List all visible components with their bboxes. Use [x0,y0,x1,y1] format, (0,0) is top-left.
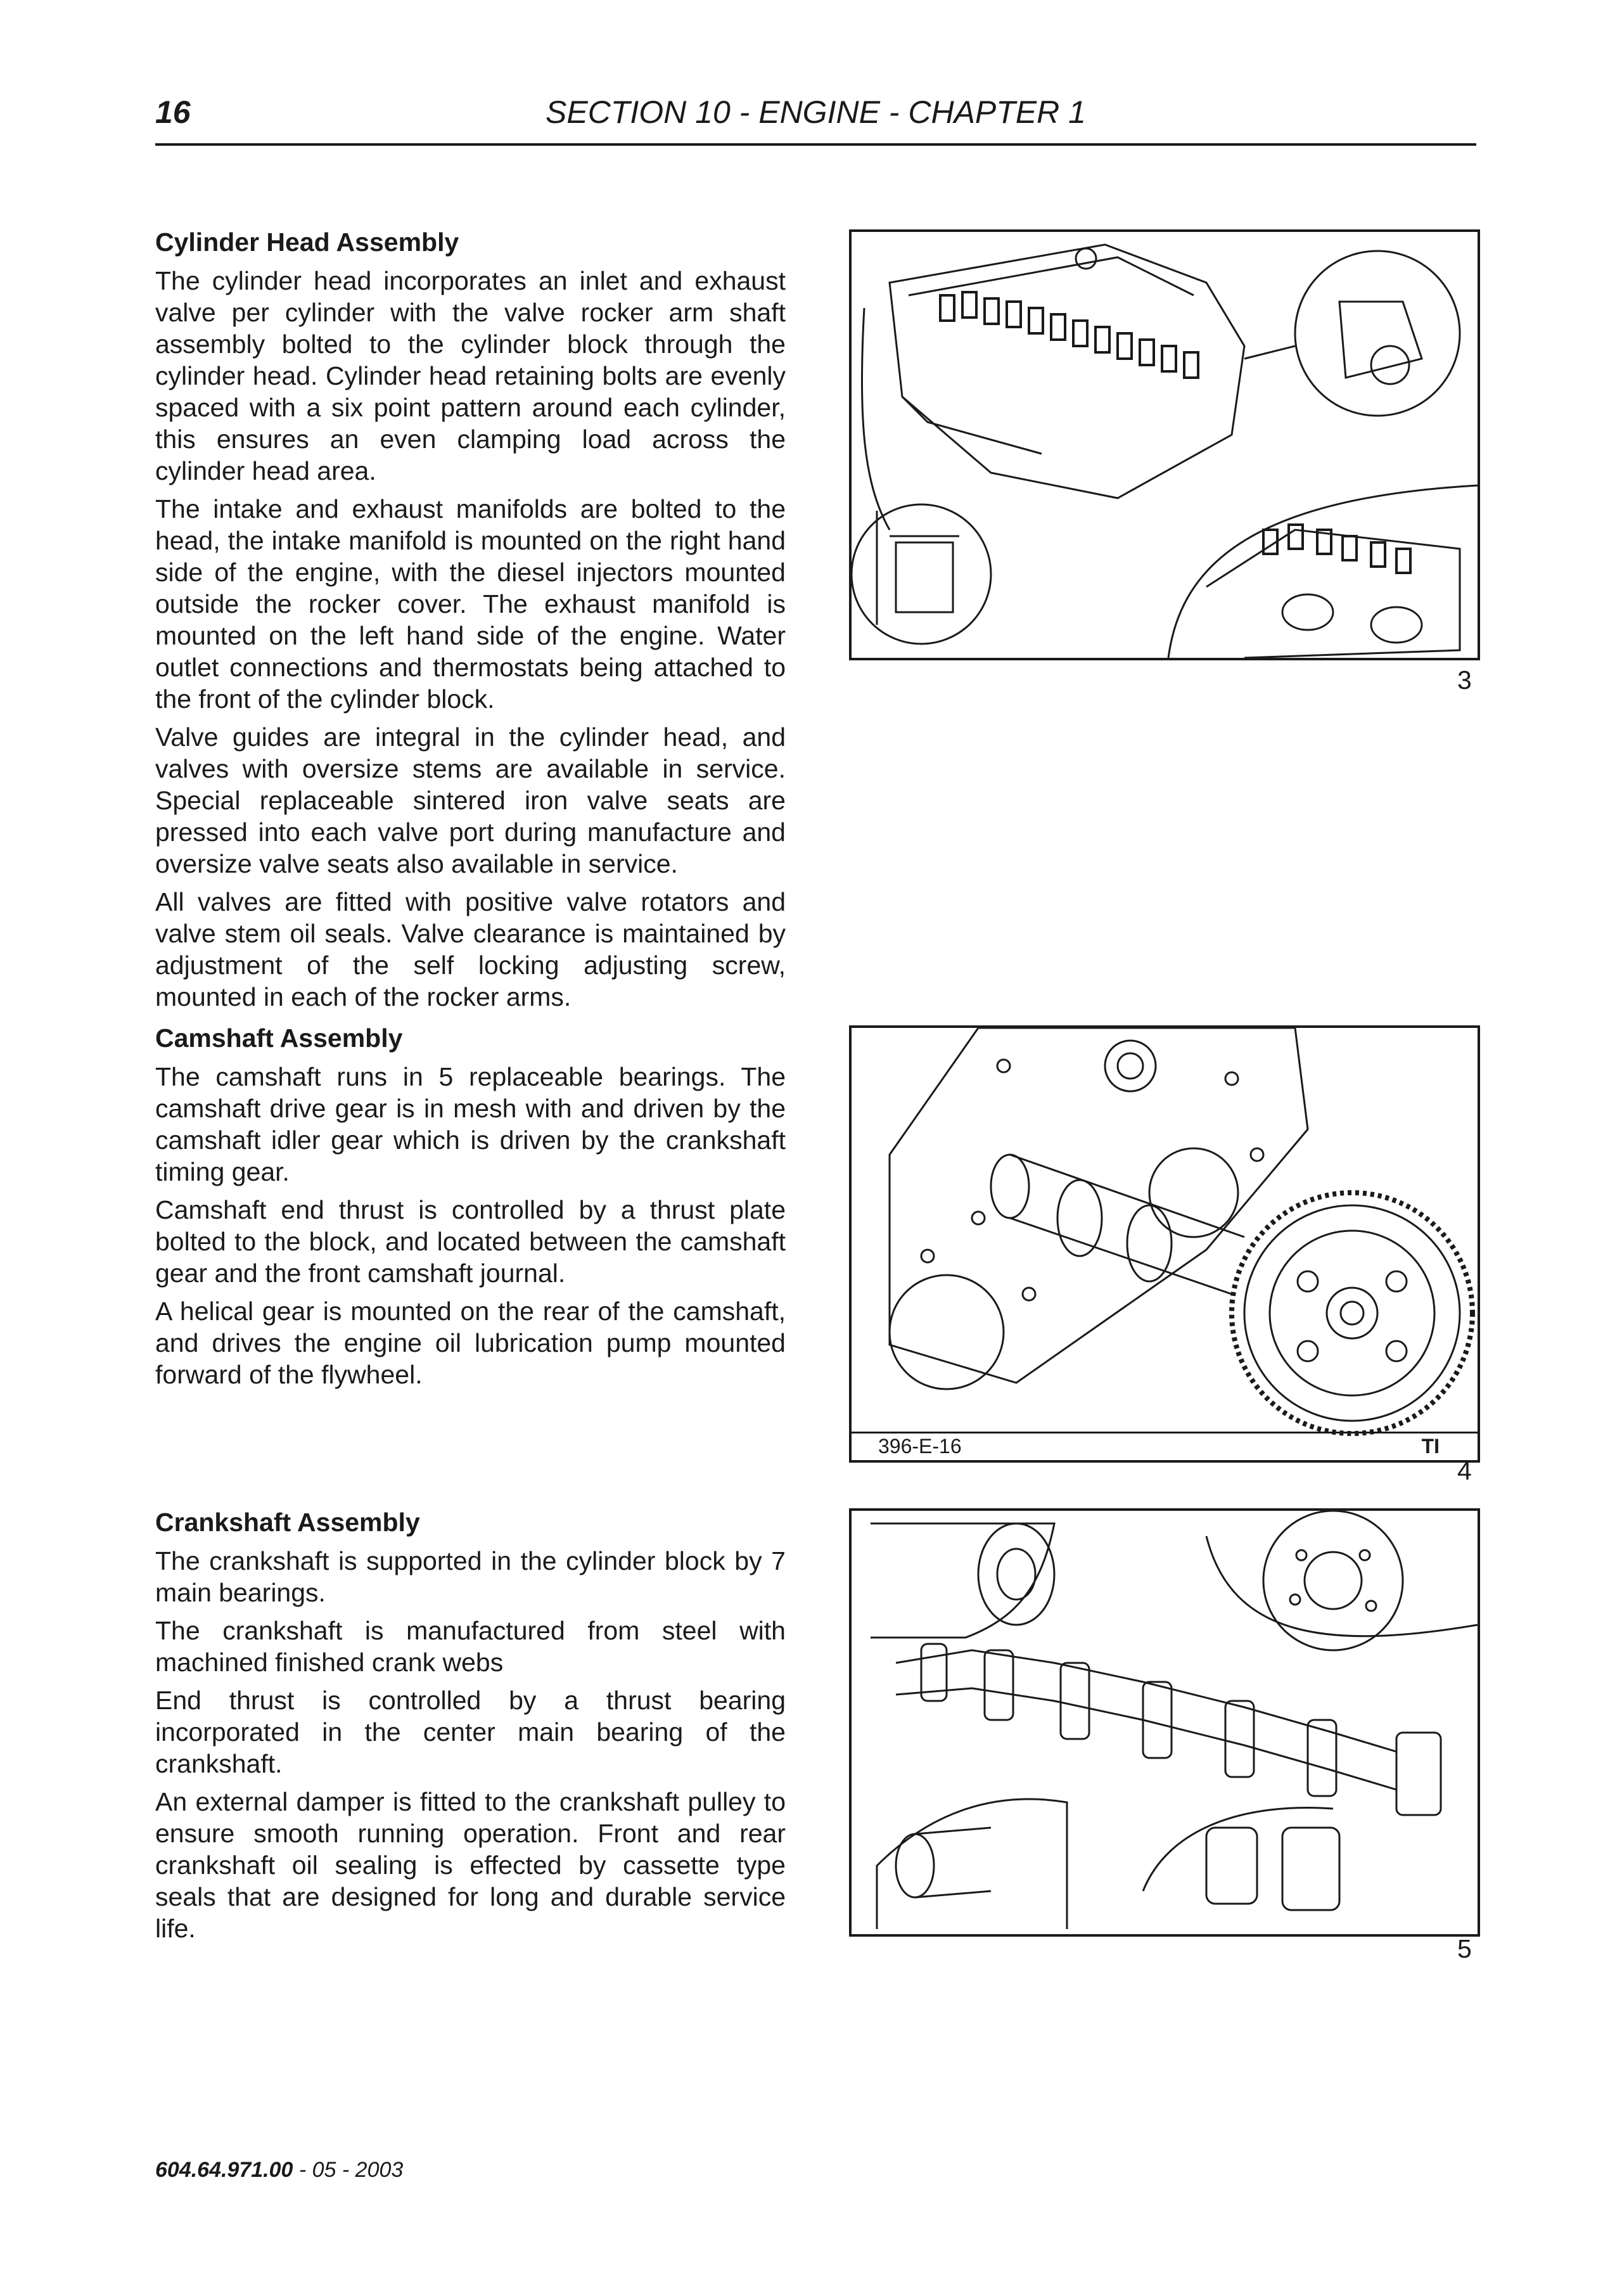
figure-camshaft [849,1025,1480,1463]
crankshaft-section [155,1506,786,1951]
paragraph: All valves are fitted with positive valve rotators and valve stem oil seals. Valve clearance is maintained by adjustment of the self locking adjusting screw, mounted in each of the rocker arms. [155,887,786,1011]
paragraph: The cylinder head incorporates an inlet and exhaust valve per cylinder with the valve rocker arm shaft assembly bolted to the cylinder block through the cylinder head. Cylinder head retaining bolts are evenly spaced with a six point pattern around each cylinder, this ensures an even clamping load across the cylinder head area. [155,266,786,485]
figure-number: 5 [1457,1934,1472,1963]
document-date: - 05 - 2003 [293,2158,404,2182]
paragraph: The intake and exhaust manifolds are bolted to the head, the intake manifold is mounted on the right hand side of the engine, with the diesel injectors mounted outside the rocker cover. The exhaust manifold is mounted on the left hand side of the engine. Water outlet connections and thermostats being attached to the front of the cylinder block. [155,494,786,714]
document-number: 604.64.971.00 [155,2158,293,2182]
cylinder-head-illustration [852,232,1478,658]
page-number: 16 [155,94,191,130]
crankshaft-illustration [852,1511,1478,1934]
page-header [155,94,1476,146]
cylinder-head-section [155,226,786,1019]
section-title: SECTION 10 - ENGINE - CHAPTER 1 [546,94,1086,130]
paragraph: The camshaft runs in 5 replaceable bearings. The camshaft drive gear is in mesh with and driven by the camshaft idler gear which is driven by the crankshaft timing gear. [155,1062,786,1186]
section-heading: Crankshaft Assembly [155,1508,420,1537]
paragraph: Valve guides are integral in the cylinder head, and valves with oversize stems are available in service. Special replaceable sintered iron valve seats are pressed into each valve port during manufacture and oversize valve seats also available in service. [155,722,786,878]
figure-logo: TI [1421,1435,1440,1458]
page-footer [155,2158,403,2183]
section-heading: Camshaft Assembly [155,1023,403,1053]
figure-cylinder-head [849,229,1480,660]
figure-crankshaft [849,1508,1480,1937]
paragraph: Camshaft end thrust is controlled by a thrust plate bolted to the block, and located between the camshaft gear and the front camshaft journal. [155,1195,786,1288]
figure-number: 4 [1457,1456,1472,1485]
figure-caption-bar [852,1432,1478,1460]
figure-number: 3 [1457,665,1472,695]
camshaft-illustration [852,1028,1478,1460]
paragraph: End thrust is controlled by a thrust bearing incorporated in the center main bearing of the crankshaft. [155,1686,786,1778]
paragraph: An external damper is fitted to the crankshaft pulley to ensure smooth running operation. Front and rear crankshaft oil sealing is effected by cassette type seals that are designed for long and durable service life. [155,1787,786,1943]
figure-code: 396-E-16 [878,1435,962,1458]
paragraph: The crankshaft is manufactured from steel with machined finished crank webs [155,1616,786,1677]
paragraph: The crankshaft is supported in the cylinder block by 7 main bearings. [155,1546,786,1607]
section-heading: Cylinder Head Assembly [155,228,459,257]
camshaft-section [155,1022,786,1397]
paragraph: A helical gear is mounted on the rear of the camshaft, and drives the engine oil lubrication pump mounted forward of the flywheel. [155,1297,786,1389]
